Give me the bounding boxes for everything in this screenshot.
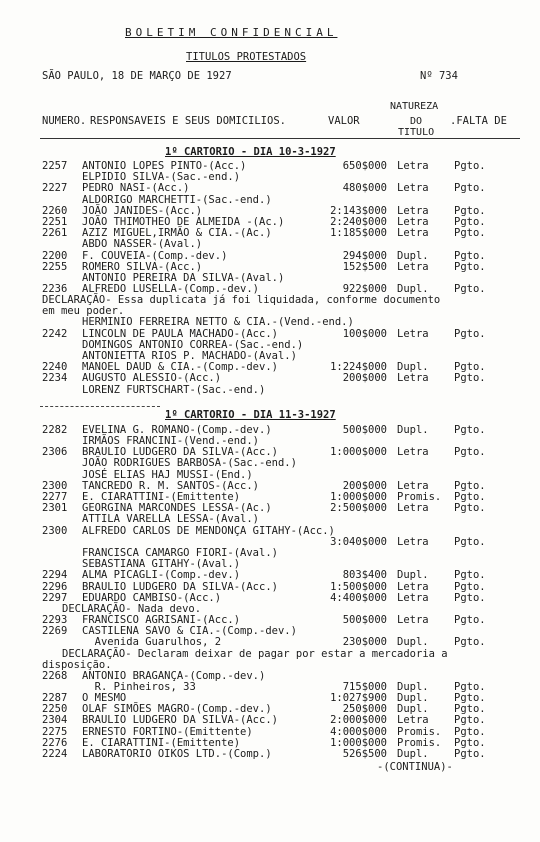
row-natureza: Dupl. bbox=[397, 249, 429, 262]
row-responsavel: ALDORIGO MARCHETTI-(Sac.-end.) bbox=[82, 193, 272, 206]
row-falta: Pgto. bbox=[454, 736, 486, 749]
row-numero: 2294 bbox=[42, 569, 68, 582]
row-natureza: Dupl. bbox=[397, 423, 429, 436]
row-natureza: Letra bbox=[397, 216, 429, 228]
row-responsavel: CASTILENA SAVO & CIA.-(Comp.-dev.) bbox=[82, 625, 297, 638]
row-numero: 2260 bbox=[42, 204, 68, 217]
row-numero: 2277 bbox=[42, 491, 68, 503]
row-responsavel: DOMINGOS ANTONIO CORREA-(Sac.-end.) bbox=[82, 338, 304, 351]
row-responsavel: BRAULIO LUDGERO DA SILVA-(Acc.) bbox=[82, 446, 278, 459]
row-responsavel: MANOEL DAUD & CIA.-(Comp.-dev.) bbox=[82, 361, 278, 374]
row-responsavel: JOÃO THIMOTHEO DE ALMEIDA -(Ac.) bbox=[82, 216, 285, 228]
row-numero: 2300 bbox=[42, 524, 68, 537]
row-responsavel: OLAF SIMÕES MAGRO-(Comp.-dev.) bbox=[82, 703, 272, 716]
row-natureza: Letra bbox=[397, 227, 429, 240]
row-responsavel: HERMINIO FERREIRA NETTO & CIA.-(Vend.-end.) bbox=[82, 316, 354, 329]
row-natureza: Letra bbox=[397, 591, 429, 604]
row-valor: 650$000 bbox=[342, 160, 387, 172]
row-responsavel: F. COUVEIA-(Comp.-dev.) bbox=[82, 249, 228, 262]
row-responsavel: LINCOLN DE PAULA MACHADO-(Acc.) bbox=[82, 327, 278, 340]
row-valor: 294$000 bbox=[342, 249, 387, 262]
row-valor: 2:500$000 bbox=[330, 502, 387, 515]
column-valor: VALOR bbox=[328, 115, 360, 127]
row-responsavel: ATTILA VARELLA LESSA-(Aval.) bbox=[82, 513, 260, 526]
row-numero: 2268 bbox=[42, 669, 68, 682]
row-falta: Pgto. bbox=[454, 569, 486, 582]
row-falta: Pgto. bbox=[454, 614, 486, 626]
row-natureza: Dupl. bbox=[397, 692, 429, 704]
row-valor: 4:000$000 bbox=[330, 725, 387, 738]
row-responsavel: JOÃO RODRIGUES BARBOSA-(Sac.-end.) bbox=[82, 457, 297, 470]
row-falta: Pgto. bbox=[454, 703, 486, 716]
row-responsavel: BRAULIO LUDGERO DA SILVA-(Acc.) bbox=[82, 714, 278, 727]
row-responsavel: AZIZ MIGUEL,IRMÃO & CIA.-(Ac.) bbox=[82, 227, 272, 240]
row-valor: 2:000$000 bbox=[330, 714, 387, 727]
row-numero: 2257 bbox=[42, 160, 68, 172]
row-valor: 922$000 bbox=[342, 283, 387, 296]
row-natureza: Letra bbox=[397, 502, 429, 515]
header-rule bbox=[40, 138, 520, 139]
row-numero: 2282 bbox=[42, 423, 68, 436]
row-numero: 2296 bbox=[42, 580, 68, 593]
row-falta: Pgto. bbox=[454, 591, 486, 604]
row-numero: 2236 bbox=[42, 283, 68, 296]
section-title: 1º CARTORIO - DIA 11-3-1927 bbox=[165, 408, 336, 421]
row-responsavel: ALFREDO LUSELLA-(Comp.-dev.) bbox=[82, 283, 260, 296]
row-falta: Pgto. bbox=[454, 714, 486, 727]
row-falta: Pgto. bbox=[454, 204, 486, 217]
row-responsavel: EVELINA G. ROMANO-(Comp.-dev.) bbox=[82, 423, 272, 436]
row-responsavel: ANTONIETTA RIOS P. MACHADO-(Aval.) bbox=[82, 350, 297, 362]
row-responsavel: LORENZ FURTSCHART-(Sac.-end.) bbox=[82, 383, 266, 396]
row-numero: 2269 bbox=[42, 625, 68, 638]
row-falta: Pgto. bbox=[454, 423, 486, 436]
row-falta: Pgto. bbox=[454, 182, 486, 195]
row-responsavel: PEDRO NASI-(Acc.) bbox=[82, 182, 190, 195]
row-falta: Pgto. bbox=[454, 260, 486, 273]
row-valor: 2:240$000 bbox=[330, 216, 387, 228]
row-responsavel: ANTONIO LOPES PINTO-(Acc.) bbox=[82, 160, 247, 172]
row-numero: 2240 bbox=[42, 361, 68, 374]
row-responsavel: ABDO NASSER-(Aval.) bbox=[82, 238, 203, 251]
row-numero: 2251 bbox=[42, 216, 68, 228]
row-falta: Pgto. bbox=[454, 327, 486, 340]
row-valor: 500$000 bbox=[342, 423, 387, 436]
row-valor: 526$500 bbox=[342, 748, 387, 760]
row-responsavel: ANTONIO BRAGANÇA-(Comp.-dev.) bbox=[82, 669, 266, 682]
row-natureza: Letra bbox=[397, 260, 429, 273]
row-valor: 3:040$000 bbox=[330, 535, 387, 548]
row-natureza: Dupl. bbox=[397, 703, 429, 716]
row-falta: Pgto. bbox=[454, 580, 486, 593]
row-responsavel: ALMA PICAGLI-(Comp.-dev.) bbox=[82, 569, 241, 582]
row-falta: Pgto. bbox=[454, 636, 486, 649]
row-natureza: Letra bbox=[397, 614, 429, 626]
row-natureza: Dupl. bbox=[397, 361, 429, 374]
row-natureza: Letra bbox=[397, 446, 429, 459]
row-responsavel: LABORATORIO OIKOS LTD.-(Comp.) bbox=[82, 748, 272, 760]
row-falta: Pgto. bbox=[454, 216, 486, 228]
row-responsavel: AUGUSTO ALESSIO-(Acc.) bbox=[82, 372, 222, 385]
section-title: 1º CARTORIO - DIA 10-3-1927 bbox=[165, 146, 336, 158]
row-falta: Pgto. bbox=[454, 491, 486, 503]
document-number: Nº 734 bbox=[420, 70, 458, 82]
row-natureza: Promis. bbox=[397, 725, 442, 738]
row-numero: 2287 bbox=[42, 692, 68, 704]
row-responsavel: O MESMO bbox=[82, 692, 127, 704]
row-numero: 2250 bbox=[42, 703, 68, 716]
row-responsavel: FRANCISCA CAMARGO FIORI-(Aval.) bbox=[82, 547, 278, 559]
row-falta: Pgto. bbox=[454, 372, 486, 385]
declaracao: DECLARAÇÃO- Declaram deixar de pagar por estar a mercadoria a bbox=[62, 647, 448, 660]
page-title: BOLETIM CONFIDENCIAL bbox=[125, 26, 338, 39]
column-falta: .FALTA DE bbox=[450, 115, 507, 127]
row-natureza: Promis. bbox=[397, 736, 442, 749]
row-falta: Pgto. bbox=[454, 535, 486, 548]
row-natureza: Letra bbox=[397, 714, 429, 727]
row-responsavel: BRAULIO LUDGERO DA SILVA-(Acc.) bbox=[82, 580, 278, 593]
row-natureza: Letra bbox=[397, 204, 429, 217]
row-valor: 100$000 bbox=[342, 327, 387, 340]
row-valor: 803$400 bbox=[342, 569, 387, 582]
row-valor: 500$000 bbox=[342, 614, 387, 626]
row-valor: 2:143$000 bbox=[330, 204, 387, 217]
row-falta: Pgto. bbox=[454, 748, 486, 760]
row-natureza: Letra bbox=[397, 182, 429, 195]
row-natureza: Letra bbox=[397, 580, 429, 593]
declaracao: disposição. bbox=[42, 658, 112, 671]
row-numero: 2297 bbox=[42, 591, 68, 604]
row-falta: Pgto. bbox=[454, 227, 486, 240]
row-responsavel: R. Pinheiros, 33 bbox=[82, 680, 196, 693]
row-falta: Pgto. bbox=[454, 502, 486, 515]
row-falta: Pgto. bbox=[454, 680, 486, 693]
row-natureza: Promis. bbox=[397, 491, 442, 503]
row-responsavel: TANCREDO R. M. SANTOS-(Acc.) bbox=[82, 479, 260, 492]
row-falta: Pgto. bbox=[454, 249, 486, 262]
row-natureza: Letra bbox=[397, 160, 429, 172]
row-numero: 2300 bbox=[42, 479, 68, 492]
row-falta: Pgto. bbox=[454, 446, 486, 459]
row-responsavel: ROMERO SILVA-(Acc.) bbox=[82, 260, 203, 273]
row-responsavel: Avenida Guarulhos, 2 bbox=[82, 636, 222, 649]
row-numero: 2301 bbox=[42, 502, 68, 515]
row-responsavel: JOSÉ ELIAS HAJ MUSSI-(End.) bbox=[82, 468, 253, 481]
row-responsavel: E. CIARATTINI-(Emittente) bbox=[82, 491, 241, 503]
row-numero: 2275 bbox=[42, 725, 68, 738]
column-numero: NUMERO. bbox=[42, 115, 87, 127]
row-numero: 2304 bbox=[42, 714, 68, 727]
column-natureza-1: NATUREZA bbox=[390, 101, 439, 112]
place-date: SÃO PAULO, 18 DE MARÇO DE 1927 bbox=[42, 70, 232, 82]
row-falta: Pgto. bbox=[454, 479, 486, 492]
declaracao: em meu poder. bbox=[42, 305, 125, 318]
row-natureza: Dupl. bbox=[397, 680, 429, 693]
row-falta: Pgto. bbox=[454, 283, 486, 296]
row-valor: 250$000 bbox=[342, 703, 387, 716]
row-falta: Pgto. bbox=[454, 361, 486, 374]
row-valor: 1:185$000 bbox=[330, 227, 387, 240]
row-falta: Pgto. bbox=[454, 160, 486, 172]
row-valor: 1:224$000 bbox=[330, 361, 387, 374]
row-natureza: Dupl. bbox=[397, 283, 429, 296]
row-natureza: Letra bbox=[397, 535, 429, 548]
row-responsavel: ERNESTO FORTINO-(Emittente) bbox=[82, 725, 253, 738]
row-numero: 2276 bbox=[42, 736, 68, 749]
row-natureza: Letra bbox=[397, 479, 429, 492]
row-falta: Pgto. bbox=[454, 725, 486, 738]
row-natureza: Dupl. bbox=[397, 569, 429, 582]
row-numero: 2255 bbox=[42, 260, 68, 273]
row-responsavel: ELPIDIO SILVA-(Sac.-end.) bbox=[82, 171, 241, 184]
row-valor: 4:400$000 bbox=[330, 591, 387, 604]
row-responsavel: GEORGINA MARCONDES LESSA-(Ac.) bbox=[82, 502, 272, 515]
declaracao: DECLARAÇÃO- Essa duplicata já foi liquidada, conforme documento bbox=[42, 294, 441, 307]
row-numero: 2200 bbox=[42, 249, 68, 262]
row-responsavel: IRMÃOS FRANCINI-(Vend.-end.) bbox=[82, 435, 260, 447]
row-valor: 152$500 bbox=[342, 260, 387, 273]
row-responsavel: ALFREDO CARLOS DE MENDONÇA GITAHY-(Acc.) bbox=[82, 524, 335, 537]
row-numero: 2227 bbox=[42, 182, 68, 195]
row-valor: 480$000 bbox=[342, 182, 387, 195]
row-numero: 2293 bbox=[42, 614, 68, 626]
row-valor: 1:000$000 bbox=[330, 491, 387, 503]
row-responsavel: SEBASTIANA GITAHY-(Aval.) bbox=[82, 558, 241, 571]
column-responsaveis: RESPONSAVEIS E SEUS DOMICILIOS. bbox=[90, 115, 286, 127]
row-natureza: Dupl. bbox=[397, 636, 429, 649]
row-valor: 1:027$900 bbox=[330, 692, 387, 704]
row-natureza: Dupl. bbox=[397, 748, 429, 760]
row-numero: 2234 bbox=[42, 372, 68, 385]
row-responsavel: JOÃO JANIDES-(Acc.) bbox=[82, 204, 203, 217]
subtitle: TITULOS PROTESTADOS bbox=[186, 51, 307, 63]
continua-label: -(CONTINUA)- bbox=[377, 761, 453, 774]
row-valor: 1:000$000 bbox=[330, 736, 387, 749]
row-responsavel: E. CIARATTINI-(Emittente) bbox=[82, 736, 241, 749]
row-responsavel: FRANCISCO AGRISANI-(Acc.) bbox=[82, 614, 241, 626]
row-numero: 2242 bbox=[42, 327, 68, 340]
row-responsavel: ANTONIO PEREIRA DA SILVA-(Aval.) bbox=[82, 272, 285, 284]
row-valor: 230$000 bbox=[342, 636, 387, 649]
column-natureza-2: DO bbox=[410, 116, 423, 127]
row-falta: Pgto. bbox=[454, 692, 486, 704]
row-valor: 1:000$000 bbox=[330, 446, 387, 459]
row-valor: 715$000 bbox=[342, 680, 387, 693]
row-numero: 2261 bbox=[42, 227, 68, 240]
row-natureza: Letra bbox=[397, 372, 429, 385]
section-divider bbox=[40, 406, 160, 407]
declaracao: DECLARAÇÃO- Nada devo. bbox=[62, 603, 202, 615]
row-valor: 1:500$000 bbox=[330, 580, 387, 593]
row-natureza: Letra bbox=[397, 327, 429, 340]
row-valor: 200$000 bbox=[342, 372, 387, 385]
row-numero: 2224 bbox=[42, 748, 68, 760]
row-numero: 2306 bbox=[42, 446, 68, 459]
row-valor: 200$000 bbox=[342, 479, 387, 492]
row-responsavel: EDUARDO CAMBISO-(Acc.) bbox=[82, 591, 222, 604]
column-natureza-3: TITULO bbox=[398, 127, 435, 138]
